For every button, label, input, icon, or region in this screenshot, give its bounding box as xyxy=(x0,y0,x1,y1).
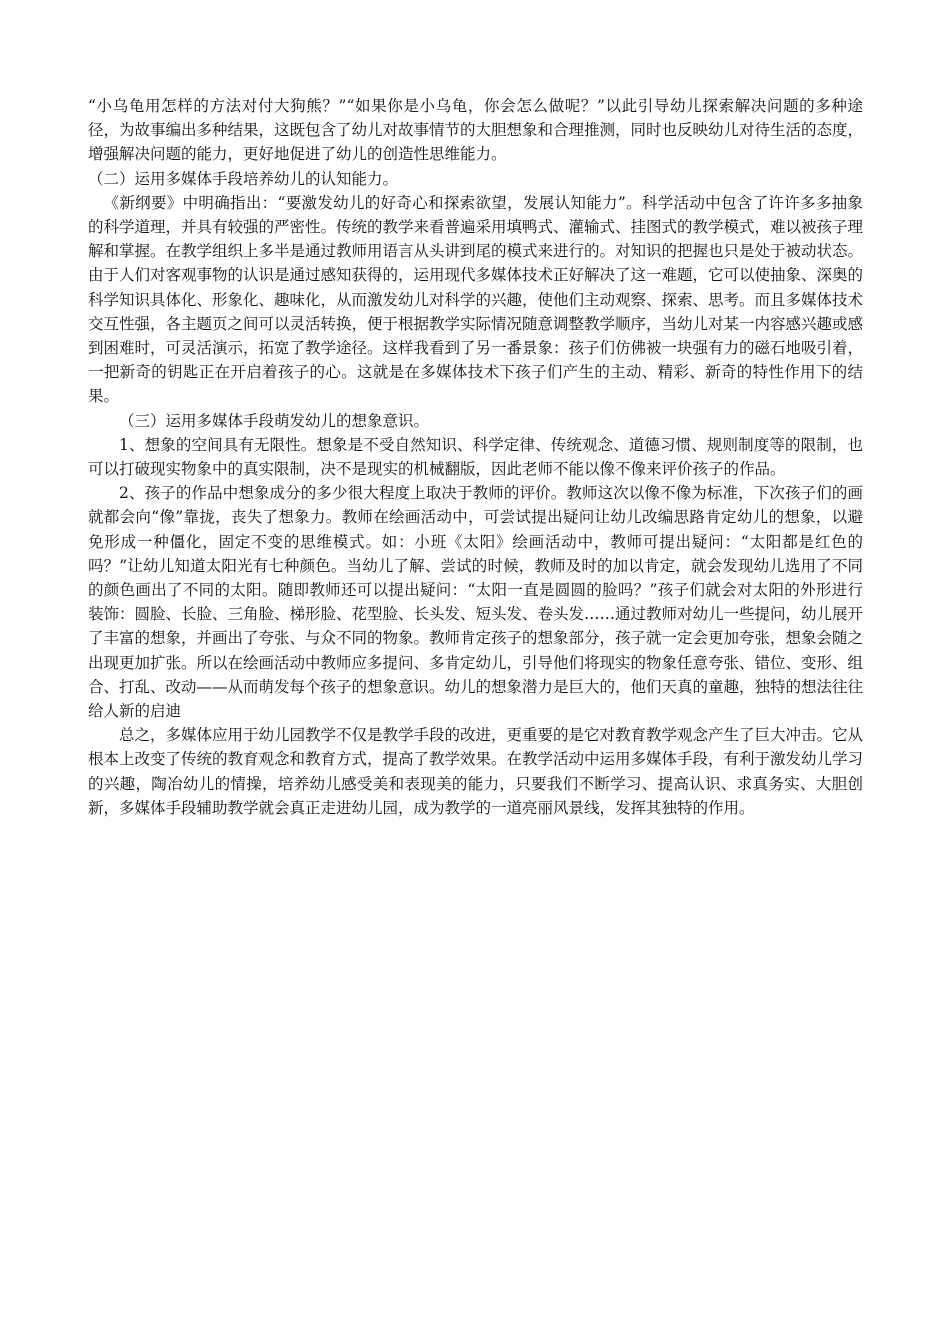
section-heading-3: （三）运用多媒体手段萌发幼儿的想象意识。 xyxy=(119,411,430,430)
paragraph-point-2: 2、孩子的作品中想象成分的多少很大程度上取决于教师的评价。教师这次以像不像为标准，下次孩子们的画就都会向“像”靠拢，丧失了想象力。教师在绘画活动中，可尝试提出疑问让幼儿改编思路肯定幼儿的想象，以避免形成一种僵化，固定不变的思维模式。如：小班《太阳》绘画活动中，教师可提出疑问：“太阳都是红色的吗？”让幼儿知道太阳光有七种颜色。当幼儿了解、尝试的时候，教师及时的加以肯定，就会发现幼儿选用了不同的颜色画出了不同的太阳。随即教师还可以提出疑问：“太阳一直是圆圆的脸吗？”孩子们就会对太阳的外形进行装饰：圆脸、长脸、三角脸、梯形脸、花型脸、长头发、短头发、卷头发……通过教师对幼儿一些提问，幼儿展开了丰富的想象，并画出了夸张、与众不同的物象。教师肯定孩子的想象部分，孩子就一定会更加夸张，想象会随之出现更加扩张。所以在绘画活动中教师应多提问、多肯定幼儿，引导他们将现实的物象任意夸张、错位、变形、组合、打乱、改动——从而萌发每个孩子的想象意识。幼儿的想象潜力是巨大的，他们天真的童趣，独特的想法往往给人新的启迪 xyxy=(88,484,864,721)
paragraph-continuation: “小乌龟用怎样的方法对付大狗熊？”“如果你是小乌龟，你会怎么做呢？”以此引导幼儿探索解决问题的多种途径，为故事编出多种结果，这既包含了幼儿对故事情节的大胆想象和合理推测，同时也反映幼儿对待生活的态度，增强解决问题的能力，更好地促进了幼儿的创造性思维能力。 xyxy=(88,97,864,164)
document-page xyxy=(88,94,863,820)
paragraph-cognition: 《新纲要》中明确指出：“要激发幼儿的好奇心和探索欲望，发展认知能力”。科学活动中包含了许许多多抽象的科学道理，并具有较强的严密性。传统的教学来看普遍采用填鸭式、灌输式、挂图式的教学模式，难以被孩子理解和掌握。在教学组织上多半是通过教师用语言从头讲到尾的模式来进行的。对知识的把握也只是处于被动状态。由于人们对客观事物的认识是通过感知获得的，运用现代多媒体技术正好解决了这一难题，它可以使抽象、深奥的科学知识具体化、形象化、趣味化，从而激发幼儿对科学的兴趣，使他们主动观察、探索、思考。而且多媒体技术交互性强，各主题页之间可以灵活转换，便于根据教学实际情况随意调整教学顺序，当幼儿对某一内容感兴趣或感到困难时，可灵活演示，拓宽了教学途径。这样我看到了另一番景象：孩子们仿佛被一块强有力的磁石地吸引着，一把新奇的钥匙正在开启着孩子的心。这就是在多媒体技术下孩子们产生的主动、精彩、新奇的特性作用下的结果。 xyxy=(88,193,864,406)
paragraph-conclusion: 总之，多媒体应用于幼儿园教学不仅是教学手段的改进，更重要的是它对教育教学观念产生了巨大冲击。它从根本上改变了传统的教育观念和教育方式，提高了教学效果。在教学活动中运用多媒体手段，有利于激发幼儿学习的兴趣，陶冶幼儿的情操，培养幼儿感受美和表现美的能力，只要我们不断学习、提高认识、求真务实、大胆创新，多媒体手段辅助教学就会真正走进幼儿园，成为教学的一道亮丽风景线，发挥其独特的作用。 xyxy=(88,726,864,817)
paragraph-point-1: 1、想象的空间具有无限性。想象是不受自然知识、科学定律、传统观念、道德习惯、规则制度等的限制，也可以打破现实物象中的真实限制，决不是现实的机械翻版，因此老师不能以像不像来评价孩子的作品。 xyxy=(88,435,863,479)
section-heading-2: （二）运用多媒体手段培养幼儿的认知能力。 xyxy=(88,169,399,188)
